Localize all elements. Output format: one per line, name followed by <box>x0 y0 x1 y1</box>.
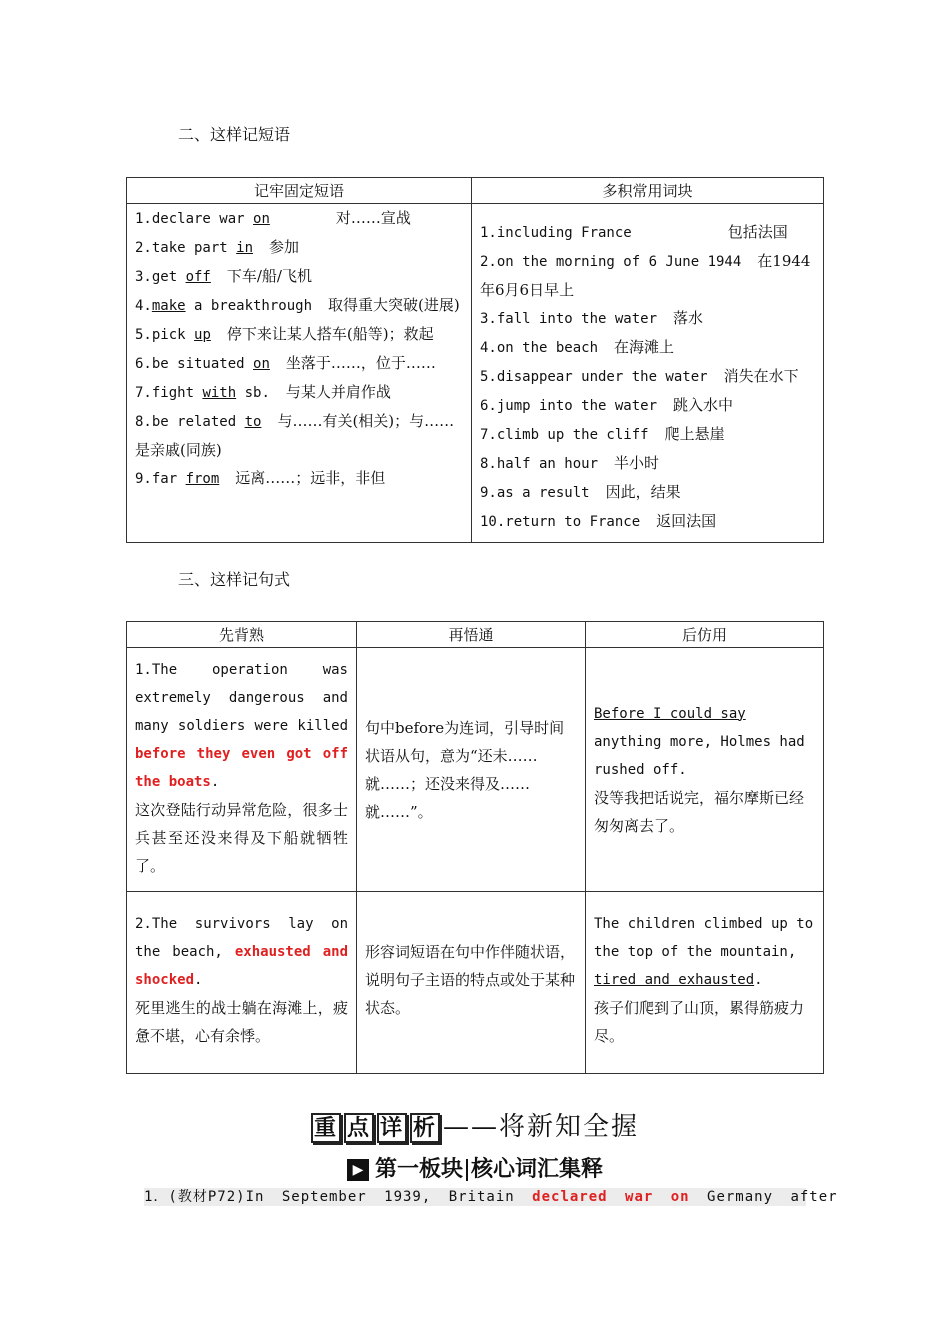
fixed-phrase-item <box>135 262 463 291</box>
fixed-phrase-en <box>135 211 270 227</box>
phrase-table <box>126 177 824 543</box>
boxed-char: 析 <box>410 1113 440 1143</box>
understand-cell-2 <box>357 892 586 1074</box>
key-analysis-banner <box>0 1106 950 1143</box>
word-chunk-cell <box>472 204 824 543</box>
boxed-char: 点 <box>344 1113 374 1143</box>
fixed-phrase-cn: 下车/船/飞机 <box>226 267 312 285</box>
sentence-col3-header: 后仿用 <box>586 622 824 648</box>
phrase-num: 2.take part <box>135 240 237 256</box>
section-banner <box>0 1152 950 1183</box>
phrase-col1-header: 记牢固定短语 <box>127 178 472 204</box>
row2-imitate-underline: tired and exhausted <box>594 972 755 988</box>
row1-en-end: . <box>210 774 220 790</box>
word-chunk-item <box>480 449 815 478</box>
boxed-char: 详 <box>377 1113 407 1143</box>
phrase-num: 6.be situated <box>135 356 254 372</box>
fixed-phrase-cn: 参加 <box>269 238 300 256</box>
play-icon: ▶ <box>347 1159 369 1181</box>
word-chunk-item <box>480 304 815 333</box>
row1-explain: 句中before为连词，引导时间状语从句，意为“还未……就……；还没来得及……就……”。 <box>365 718 565 821</box>
banner-tail: ——将新知全握 <box>442 1112 639 1142</box>
fixed-phrase-cn: 取得重大突破(进展) <box>328 296 460 314</box>
word-chunk-en: 5.disappear under the water <box>480 369 708 385</box>
word-chunk-cn: 跳入水中 <box>673 396 734 414</box>
row2-en-end: . <box>194 972 203 988</box>
word-chunk-en: 9.as a result <box>480 485 590 501</box>
word-chunk-item <box>480 391 815 420</box>
row2-imitate-end: . <box>754 972 763 988</box>
word-chunk-cn: 落水 <box>673 309 704 327</box>
phrase-num: 8.be related <box>135 414 245 430</box>
final-highlight: declared war on <box>532 1189 690 1205</box>
fixed-phrase-en <box>135 385 270 401</box>
final-post: Germany after <box>689 1189 838 1205</box>
fixed-phrase-cell <box>127 204 472 543</box>
word-chunk-en: 2.on the morning of 6 June 1944 <box>480 254 742 270</box>
word-chunk-cn: 因此，结果 <box>605 483 681 501</box>
fixed-phrase-item <box>135 378 463 407</box>
fixed-phrase-en <box>135 414 261 430</box>
word-chunk-cn: 消失在水下 <box>723 367 799 385</box>
row2-imitate-en: The children climbed up to the top of the mountain, <box>594 916 814 960</box>
row2-en: 2.The survivors lay on the beach, <box>135 916 348 960</box>
word-chunk-item <box>480 420 815 449</box>
row1-cn: 这次登陆行动异常危险，很多士兵甚至还没来得及下船就牺牲了。 <box>135 801 348 875</box>
word-chunk-item <box>480 362 815 391</box>
word-chunk-item <box>480 218 815 247</box>
word-chunk-en: 7.climb up the cliff <box>480 427 649 443</box>
fixed-phrase-item <box>135 320 463 349</box>
word-chunk-item <box>480 247 815 304</box>
fixed-phrase-item <box>135 204 463 233</box>
fixed-phrase-item <box>135 349 463 378</box>
phrase-key-word: from <box>185 471 220 487</box>
word-chunk-cn: 在海滩上 <box>614 338 675 356</box>
phrase-col2-header: 多积常用词块 <box>472 178 824 204</box>
fixed-phrase-item <box>135 233 463 262</box>
word-chunk-en: 1.including France <box>480 225 632 241</box>
row2-en-highlight: exhausted and shocked <box>135 944 349 988</box>
banner-sub-a: 第一板块 <box>374 1157 463 1182</box>
example-sentence <box>144 1188 838 1206</box>
word-chunk-item <box>480 333 815 362</box>
row1-en-highlight: before they even got off the boats <box>135 746 348 790</box>
row1-imitate-cn: 没等我把话说完，福尔摩斯已经匆匆离去了。 <box>594 788 805 835</box>
phrase-rest: a breakthrough <box>185 298 313 314</box>
word-chunk-en: 4.on the beach <box>480 340 599 356</box>
sentence-col1-header: 先背熟 <box>127 622 357 648</box>
fixed-phrase-cn: 远离……；远非，非但 <box>235 469 386 487</box>
row1-imitate-en: anything more, Holmes had rushed off. <box>594 733 805 778</box>
phrase-key-word: make <box>151 298 186 314</box>
boxed-char: 重 <box>311 1113 341 1143</box>
memorize-cell-1 <box>127 648 357 892</box>
sentence-table <box>126 621 824 1074</box>
phrase-key-word: on <box>253 211 270 227</box>
phrase-rest: sb. <box>236 385 270 401</box>
fixed-phrase-cn: 与某人并肩作战 <box>285 383 391 401</box>
phrase-key-word: to <box>244 414 262 430</box>
word-chunk-item <box>480 507 815 536</box>
fixed-phrase-cn: 与……有关(相关)；与……是亲戚(同族) <box>135 412 455 459</box>
imitate-cell-2 <box>586 892 824 1074</box>
word-chunk-cn: 包括法国 <box>727 223 788 241</box>
imitate-cell-1 <box>586 648 824 892</box>
phrase-num: 5.pick <box>135 327 195 343</box>
phrase-key-word: on <box>253 356 270 372</box>
fixed-phrase-item <box>135 407 463 464</box>
fixed-phrase-en <box>135 269 211 285</box>
word-chunk-cn: 爬上悬崖 <box>664 425 725 443</box>
section2-heading: 二、这样记短语 <box>178 125 291 144</box>
boxed-title <box>311 1112 443 1142</box>
word-chunk-en: 10.return to France <box>480 514 641 530</box>
banner-sub-b: 核心词汇集释 <box>471 1157 604 1182</box>
word-chunk-en: 8.half an hour <box>480 456 599 472</box>
memorize-cell-2 <box>127 892 357 1074</box>
word-chunk-en: 3.fall into the water <box>480 311 658 327</box>
phrase-key-word: up <box>194 327 211 343</box>
fixed-phrase-item <box>135 291 463 320</box>
word-chunk-cn: 在1944年6月6日早上 <box>480 252 811 299</box>
row1-en: 1.The operation was extremely dangerous and many soldiers were killed <box>135 662 348 734</box>
phrase-key-word: in <box>236 240 254 256</box>
phrase-key-word: off <box>185 269 211 285</box>
sentence-col2-header: 再悟通 <box>357 622 586 648</box>
phrase-num: 7.fight <box>135 385 203 401</box>
fixed-phrase-cn: 对……宣战 <box>335 209 411 227</box>
phrase-num: 4. <box>135 298 152 314</box>
phrase-num: 1.declare war <box>135 211 254 227</box>
fixed-phrase-item <box>135 464 463 493</box>
fixed-phrase-en <box>135 356 270 372</box>
word-chunk-en: 6.jump into the water <box>480 398 658 414</box>
phrase-key-word: with <box>202 385 237 401</box>
phrase-num: 3.get <box>135 269 186 285</box>
fixed-phrase-en <box>135 298 312 314</box>
word-chunk-cn: 返回法国 <box>656 512 717 530</box>
phrase-num: 9.far <box>135 471 186 487</box>
row2-imitate-cn: 孩子们爬到了山顶，累得筋疲力尽。 <box>594 999 805 1045</box>
row1-imitate-underline: Before I could say <box>594 705 746 722</box>
fixed-phrase-cn: 停下来让某人搭车(船等)；救起 <box>226 325 434 343</box>
fixed-phrase-cn: 坐落于……，位于…… <box>285 354 436 372</box>
row2-cn: 死里逃生的战士躺在海滩上，疲惫不堪，心有余悸。 <box>135 999 348 1045</box>
section3-heading: 三、这样记句式 <box>178 570 291 589</box>
banner-divider <box>466 1159 468 1181</box>
fixed-phrase-en <box>135 240 253 256</box>
final-pre: 1．(教材P72)In September 1939, Britain <box>144 1189 533 1205</box>
understand-cell-1 <box>357 648 586 892</box>
word-chunk-cn: 半小时 <box>614 454 660 472</box>
fixed-phrase-en <box>135 471 219 487</box>
word-chunk-item <box>480 478 815 507</box>
fixed-phrase-en <box>135 327 211 343</box>
row2-explain: 形容词短语在句中作伴随状语，说明句子主语的特点或处于某种状态。 <box>365 943 576 1017</box>
